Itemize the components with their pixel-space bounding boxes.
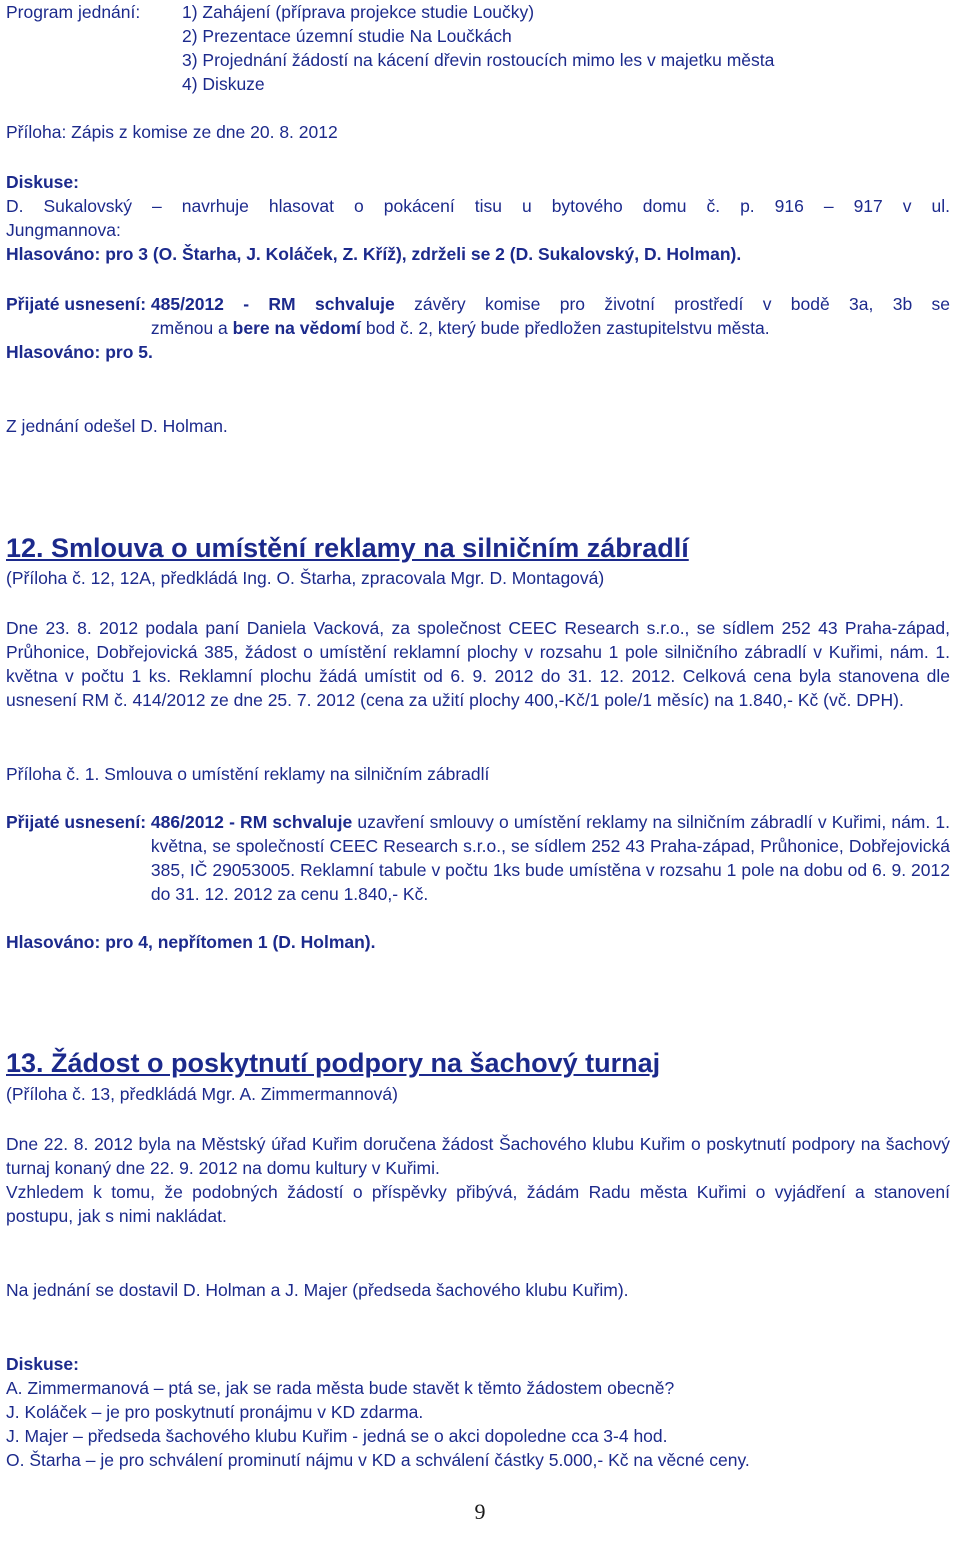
resolution-text: změnou a xyxy=(150,318,233,338)
resolution-emphasis: bere na vědomí xyxy=(232,318,362,338)
resolution-text: závěry komise pro životní prostředí v bodě 3a, 3b se xyxy=(394,294,951,314)
discussion-item: O. Štarha – je pro schválení prominutí nájmu v KD a schválení částky 5.000,- Kč na věcné ceny. xyxy=(6,1450,750,1470)
departure-note: Z jednání odešel D. Holman. xyxy=(6,416,228,436)
discussion-text: Jungmannova: xyxy=(6,220,121,240)
resolution-label: Přijaté usnesení: xyxy=(6,294,151,314)
resolution xyxy=(6,292,950,340)
section-subtitle: (Příloha č. 12, 12A, předkládá Ing. O. Štarha, zpracovala Mgr. D. Montagová) xyxy=(6,568,605,588)
section-heading: 12. Smlouva o umístění reklamy na silničním zábradlí xyxy=(6,533,689,563)
section-paragraph: Dne 22. 8. 2012 byla na Městský úřad Kuřim doručena žádost Šachového klubu Kuřim o poskytnutí podpory na šachový turnaj konaný dne 22. 9. 2012 na domu kultury v Kuřimi. xyxy=(6,1134,950,1178)
vote-result: Hlasováno: pro 4, nepřítomen 1 (D. Holman). xyxy=(6,932,376,952)
resolution-body xyxy=(151,810,950,906)
arrival-note: Na jednání se dostavil D. Holman a J. Majer (předseda šachového klubu Kuřim). xyxy=(6,1280,629,1300)
agenda-items xyxy=(182,0,774,96)
agenda-item: 2) Prezentace územní studie Na Loučkách xyxy=(182,26,512,46)
discussion-text: D. Sukalovský – navrhuje hlasovat o pokácení tisu u bytového domu č. p. 916 – 917 v ul. xyxy=(6,196,950,216)
resolution xyxy=(6,810,950,906)
resolution-body xyxy=(151,292,950,340)
resolution-number: 486/2012 - RM schvaluje xyxy=(150,812,353,832)
resolution-label: Přijaté usnesení: xyxy=(6,812,151,832)
resolution-text: bod č. 2, který bude předložen zastupitelstvu města. xyxy=(361,318,770,338)
section-paragraph: Vzhledem k tomu, že podobných žádostí o příspěvky přibývá, žádám Radu města Kuřimi o vyjádření a stanovení postupu, jak s nimi nakládat. xyxy=(6,1182,950,1226)
discussion-label: Diskuse: xyxy=(6,1354,79,1374)
resolution-number: 485/2012 - RM schvaluje xyxy=(150,294,395,314)
agenda-item: 3) Projednání žádostí na kácení dřevin rostoucích mimo les v majetku města xyxy=(182,50,775,70)
agenda-label: Program jednání: xyxy=(6,2,141,22)
vote-result: Hlasováno: pro 3 (O. Štarha, J. Koláček, Z. Kříž), zdrželi se 2 (D. Sukalovský, D. Holman). xyxy=(6,244,742,264)
section-subtitle: (Příloha č. 13, předkládá Mgr. A. Zimmermannová) xyxy=(6,1084,398,1104)
discussion-item: J. Koláček – je pro poskytnutí pronájmu v KD zdarma. xyxy=(6,1402,424,1422)
resolution-text: uzavření smlouvy o umístění reklamy na silničním zábradlí v Kuřimi, nám. 1. května, se společností CEEC Research s.r.o., se sídlem 252 43 Praha-západ, Průhonice, Dobřejovická 385, IČ 29053005. Reklamní tabule v počtu 1ks bude umístěna v rozsahu 1 pole na dobu od 6. 9. 2012 do 31. 12. 2012 za cenu 1.840,- Kč. xyxy=(150,812,950,904)
agenda xyxy=(6,0,774,96)
attachment-note: Příloha: Zápis z komise ze dne 20. 8. 2012 xyxy=(6,122,338,142)
resolution-line xyxy=(151,316,950,340)
page-number: 9 xyxy=(474,1499,486,1524)
agenda-item: 1) Zahájení (příprava projekce studie Loučky) xyxy=(182,2,535,22)
attachment-note: Příloha č. 1. Smlouva o umístění reklamy na silničním zábradlí xyxy=(6,764,490,784)
discussion-item: A. Zimmermanová – ptá se, jak se rada města bude stavět k těmto žádostem obecně? xyxy=(6,1378,675,1398)
resolution-line xyxy=(151,292,950,316)
section-heading: 13. Žádost o poskytnutí podpory na šachový turnaj xyxy=(6,1048,661,1078)
section-paragraph: Dne 23. 8. 2012 podala paní Daniela Vacková, za společnost CEEC Research s.r.o., se sídlem 252 43 Praha-západ, Průhonice, Dobřejovická 385, žádost o umístění reklamní plochy v rozsahu 1 pole silničního zábradlí v Kuřimi, nám. 1. května v počtu 1 ks. Reklamní plochu žádá umístit od 6. 9. 2012 do 31. 12. 2012. Celková cena byla stanovena dle usnesení RM č. 414/2012 ze dne 25. 7. 2012 (cena za užití plochy 400,-Kč/1 pole/1 měsíc) na 1.840,- Kč (vč. DPH). xyxy=(6,618,950,710)
discussion-list xyxy=(6,1376,750,1472)
agenda-item: 4) Diskuze xyxy=(182,74,265,94)
discussion-label: Diskuse: xyxy=(6,172,79,192)
vote-result: Hlasováno: pro 5. xyxy=(6,342,153,362)
discussion-item: J. Majer – předseda šachového klubu Kuřim - jedná se o akci dopoledne cca 3-4 hod. xyxy=(6,1426,668,1446)
